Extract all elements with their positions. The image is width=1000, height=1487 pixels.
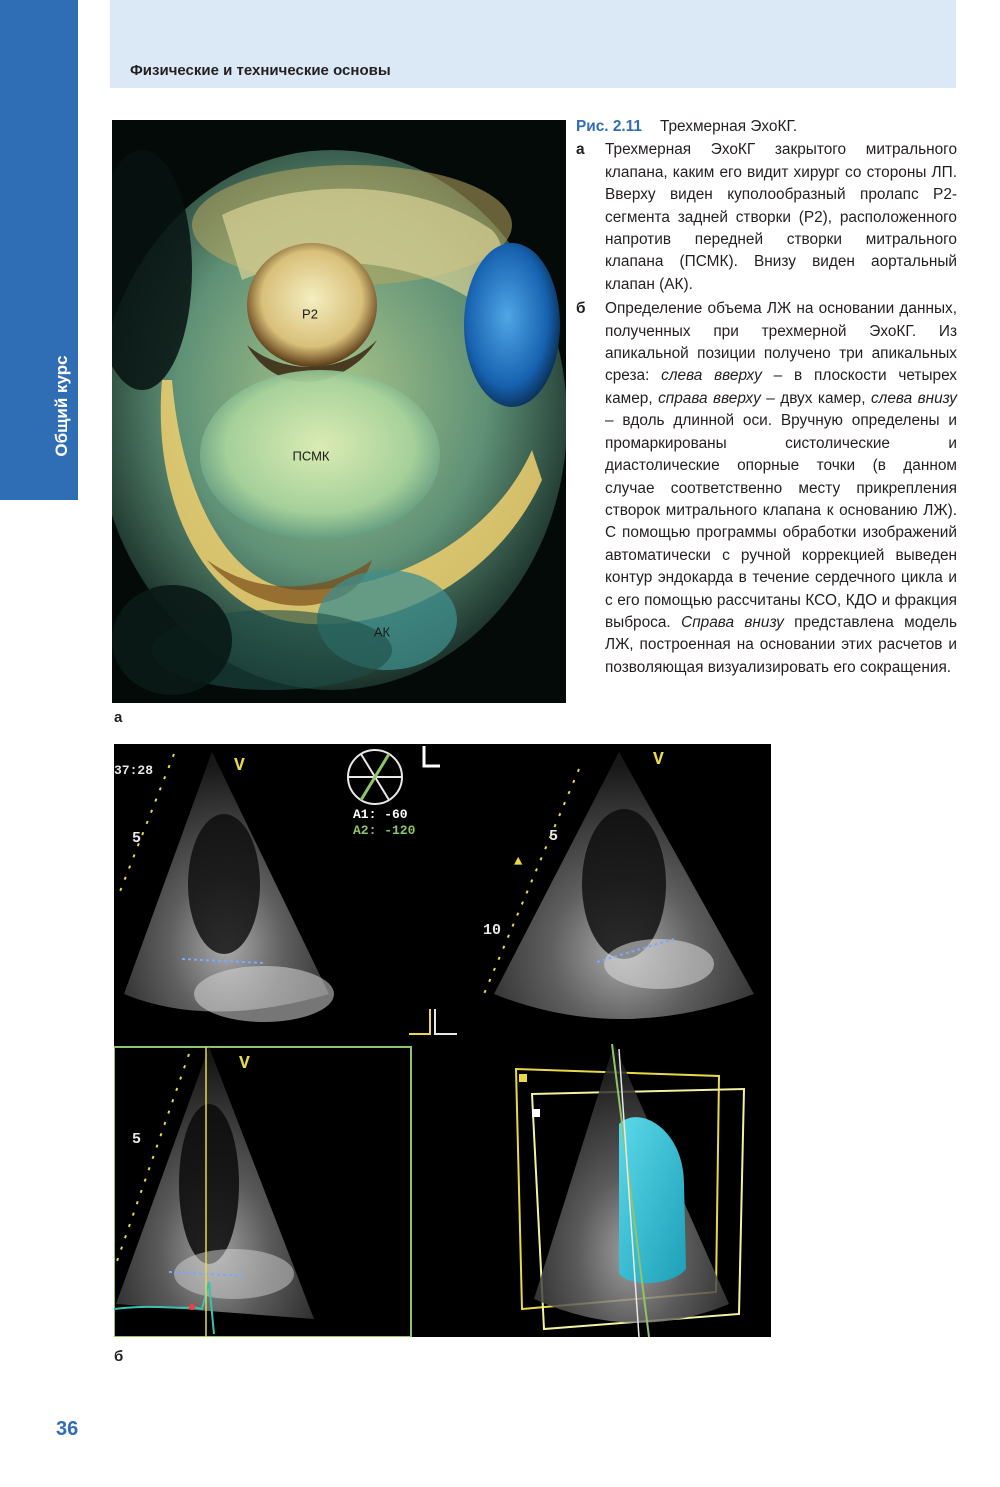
depth-marker: 10 [483,922,502,939]
depth-marker: 5 [132,1131,142,1148]
caption-text-b-part: – в плоскости четырех камер, [605,367,957,407]
panel-letter-b: б [114,1348,124,1365]
label-ak: АК [373,624,391,640]
v-marker: V [239,1054,250,1074]
figure-b-echo-panels [114,744,771,1337]
caption-italic-b: Справа внизу [681,613,784,631]
v-marker: V [653,750,664,770]
figure-caption [576,116,957,681]
caption-letter-a: a [576,141,585,159]
running-header: Физические и технические основы [130,62,391,79]
caption-text-b-part: – вдоль длинной оси. Вручную определены и промаркированы систолические и диастолические опорные точки (в данном случае соответственно месту прикрепления створок митрального клапана к основанию ЛЖ). С помощью программы обработки изображений автоматически с ручной коррекцией выведен контур эндокарда в течение сердечного цикла и с его помощью рассчитаны КСО, КДО и фракция выброса. [605,412,957,631]
section-tab-label: Общий курс [52,355,71,457]
v-marker: V [234,756,245,776]
caption-text-b-part: – двух камер, [760,389,871,407]
caption-letter-b: б [576,300,586,318]
orientation-arrow-icon: ▲ [514,854,523,870]
depth-marker: 5 [549,828,559,845]
label-p2: P2 [302,306,318,322]
caption-text-b-part: представлена модель ЛЖ, построенная на основании этих расчетов и позволяющая визуализировать его сокращения. [605,613,958,676]
figure-number: Рис. 2.11 [576,118,642,135]
caption-heading [576,116,957,138]
caption-item-b [576,298,957,679]
page-number: 36 [56,1418,79,1440]
echo-timestamp: 37:28 [114,763,154,778]
caption-text-a: Трехмерная ЭхоКГ закрытого митрального клапана, каким его видит хирург со стороны ЛП. Вверху виден куполообразный пролапс P2-сегмента задней створки (P2), расположенного напротив передней створки митрального клапана (ПСМК). Внизу виден аортальный клапан (АК). [605,141,957,293]
caption-italic-b: слева внизу [870,389,957,407]
angle-a1: A1: -60 [353,807,408,822]
section-tab [0,0,78,500]
panel-letter-a: a [114,709,123,726]
caption-italic-b: справа вверху [658,389,761,407]
caption-title: Трехмерная ЭхоКГ. [659,118,798,135]
label-psmk: ПСМК [292,448,330,464]
angle-a2: A2: -120 [353,823,416,838]
caption-italic-b: слева вверху [661,367,762,385]
caption-item-a [576,139,957,296]
depth-marker: 5 [132,830,142,847]
figure-a-3d-echo-image [112,120,566,703]
caption-text-b-part: Определение объема ЛЖ на основании данных, полученных при трехмерной ЭхоКГ. Из апикальной позиции получено три апикальных среза: [605,300,957,385]
